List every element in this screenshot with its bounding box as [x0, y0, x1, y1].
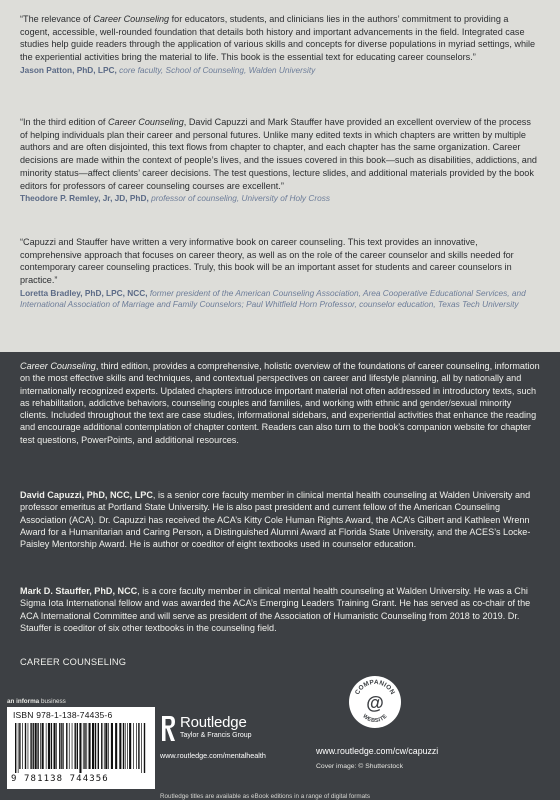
endorser-role: former president of the American Counseling Association, Area Cooperative Educational Services, and International Association of Marriage and Family Counselors; Paul Whitfield Horn Professor, counselor education, Texas Tech University: [20, 287, 526, 310]
endorsement-3-text: “Capuzzi and Stauffer have written a very informative book on career counseling. This text provides an innovative, comprehensive approach that focuses on career theory, as well as on the role of the career counselor and skills needed for contemporary career counseling practices. Truly, this book will be an important asset for students and career counselors in practice.”: [20, 237, 514, 286]
barcode-bar: [125, 723, 126, 769]
barcode-bar: [15, 723, 16, 773]
author-name: David Capuzzi, PhD, NCC, LPC: [20, 490, 153, 500]
barcode-bar: [138, 723, 139, 769]
book-title: Career Counseling: [20, 361, 96, 371]
barcode-bar: [129, 723, 131, 769]
publisher-url: www.routledge.com/mentalhealth: [160, 751, 266, 760]
barcode-bar: [46, 723, 47, 769]
barcode-bar: [111, 723, 113, 769]
barcode-bar: [72, 723, 73, 769]
author-name: Mark D. Stauffer, PhD, NCC: [20, 586, 138, 596]
description-panel: [0, 352, 560, 800]
barcode-bar: [30, 723, 31, 769]
barcode-image: [13, 723, 149, 773]
barcode-bar: [59, 723, 60, 769]
barcode-bar: [86, 723, 87, 769]
endorsement-3-attribution: [20, 288, 540, 311]
barcode-bar: [127, 723, 128, 769]
barcode-bar: [51, 723, 52, 769]
barcode-bar: [105, 723, 107, 769]
barcode-bar: [40, 723, 41, 769]
badge-top-label: COMPANION: [353, 678, 397, 697]
endorsement-1: [20, 13, 540, 76]
barcode-bar: [108, 723, 109, 769]
barcode-bar: [133, 723, 134, 769]
companion-website-badge-icon: [348, 675, 402, 729]
barcode-bar: [35, 723, 37, 769]
barcode-digits: 9 781138 744356: [11, 774, 109, 784]
barcode-bar: [37, 723, 38, 769]
barcode-bar: [28, 723, 29, 769]
isbn-label: ISBN 978-1-138-74435-6: [13, 710, 113, 720]
barcode-bar: [141, 723, 142, 773]
barcode-bar: [77, 723, 78, 769]
barcode-bar: [19, 723, 20, 769]
svg-text:@: @: [366, 693, 384, 713]
barcode-bar: [66, 723, 67, 769]
endorsement-2: [20, 116, 540, 205]
barcode-bar: [101, 723, 102, 769]
barcode-bar: [95, 723, 96, 769]
publisher-subtitle: Taylor & Francis Group: [180, 732, 252, 739]
endorsements-panel: [0, 0, 560, 352]
badge-bottom-label: WEBSITE: [361, 713, 389, 725]
endorsement-2-text: “In the third edition of Career Counseling, David Capuzzi and Mark Stauffer have provided an excellent overview of the process of helping individuals plan their career and personal futures. Unlike many edited texts in which chapters are written by multiple authors and are often disjointed, this text flows from chapter to chapter, and each chapter has the same organization. Career decisions are made within the context of people’s lives, and the issues covered in this book—such as disabilities, addictions, and minority status—affect clients’ career decisions. The test questions, lecture slides, and additional materials provided by the book editors for professors of career counseling courses are excellent.”: [20, 117, 537, 191]
barcode-bar: [83, 723, 84, 769]
companion-website-url: www.routledge.com/cw/capuzzi: [316, 746, 439, 756]
barcode-bar: [79, 723, 81, 773]
barcode-bar: [89, 723, 91, 769]
barcode-bar: [25, 723, 26, 769]
publisher-name: Routledge: [180, 714, 247, 731]
author-bio-1: David Capuzzi, PhD, NCC, LPC, is a senior core faculty member in clinical mental health counseling at Walden University and professor emeritus at Portland State University. He is also past president and current fellow of the American Counseling Association (ACA). Dr. Capuzzi has received the ACA’s Kitty Cole Human Rights Award, the ACA’s Gilbert and Kathleen Wrenn Award for a Humanitarian and Caring Person, a Distinguished Alumni Award at Florida State University, and the ACES’s Locke-Paisley Mentorship Award. He is author or coeditor of eight textbooks used in counselor education.: [20, 490, 531, 550]
endorsement-2-attribution: [20, 193, 540, 205]
barcode-panel: [7, 707, 155, 789]
barcode-bar: [56, 723, 57, 769]
barcode-bar: [63, 723, 64, 769]
subject-category: CAREER COUNSELING: [20, 657, 127, 667]
ebook-availability-note: Routledge titles are available as eBook editions in a range of digital formats: [160, 793, 371, 800]
barcode-bar: [92, 723, 94, 769]
barcode-bar: [18, 723, 19, 773]
author-bio-2: Mark D. Stauffer, PhD, NCC, is a core faculty member in clinical mental health counseling at Walden University. He was a Chi Sigma Iota International fellow and was awarded the ACA’s Emerging Leaders Training Grant. He has served as co-chair of the ACA International Committee and will serve as president of the Association of Humanistic Counseling from 2018 to 2019. Dr. Stauffer is coeditor of six other textbooks in the counseling field.: [20, 586, 531, 633]
routledge-logo-icon: [160, 714, 176, 744]
barcode-bar: [104, 723, 105, 769]
barcode-bar: [144, 723, 145, 773]
endorser-role: core faculty, School of Counseling, Walden University: [119, 64, 316, 75]
barcode-bar: [115, 723, 117, 769]
barcode-bar: [69, 723, 70, 769]
endorser-role: professor of counseling, University of Holy Cross: [151, 193, 331, 204]
endorser-name: Theodore P. Remley, Jr, JD, PhD,: [20, 193, 149, 204]
cover-image-credit: Cover image: © Shutterstock: [316, 763, 403, 770]
barcode-bar: [123, 723, 124, 769]
barcode-bar: [61, 723, 62, 769]
informa-business-label: an informa business: [7, 698, 66, 705]
barcode-bar: [136, 723, 137, 769]
barcode-bar: [98, 723, 99, 769]
endorsement-3: [20, 236, 540, 311]
barcode-bar: [48, 723, 50, 769]
barcode-bar: [54, 723, 56, 769]
endorser-name: Loretta Bradley, PhD, LPC, NCC,: [20, 287, 148, 298]
barcode-bar: [75, 723, 76, 769]
barcode-bar: [33, 723, 34, 769]
endorser-name: Jason Patton, PhD, LPC,: [20, 64, 117, 75]
barcode-bar: [84, 723, 85, 769]
endorsement-1-text: “The relevance of Career Counseling for educators, students, and clinicians lies in the authors’ commitment to providing a cogent, accessible, well-rounded foundation that details both history and important advancements in the field. Integrated case studies help guide readers through the application of various skills and concepts for diverse populations in myriad settings, while the experiential activities bring the material to life. This book is the essential text for educating career counselors.”: [20, 14, 536, 63]
endorsement-1-attribution: [20, 65, 540, 77]
barcode-bar: [119, 723, 121, 769]
barcode-bar: [22, 723, 23, 769]
book-description: Career Counseling, third edition, provides a comprehensive, holistic overview of the foundations of career counseling, information on the most effective skills and techniques, and contextual perspectives on career and lifestyle planning, all by nationally and internationally recognized experts. Updated chapters introduce important material not often addressed in introductory texts, such as rehabilitation, addictive behaviors, counseling couples and families, and working with ethnic and gender/sexual minority clients. Included throughout the text are case studies, informational sidebars, and experiential activities that enhance the reading and encourage additional contemplation of chapter content. Readers can also turn to the book’s companion website for chapter test questions, PowerPoints, and additional resources.: [20, 361, 540, 445]
barcode-bar: [42, 723, 44, 769]
